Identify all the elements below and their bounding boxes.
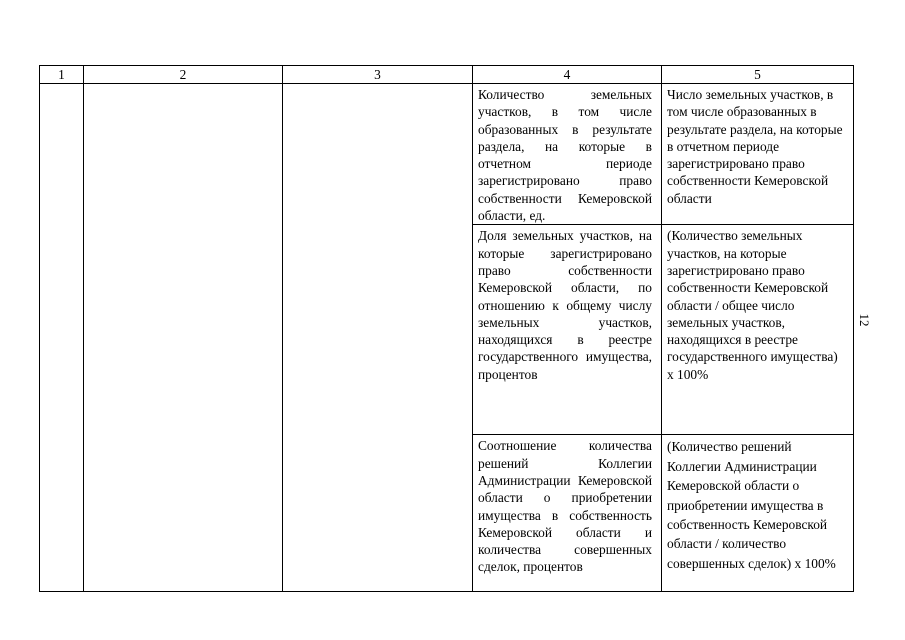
indicators-table: [39, 65, 854, 592]
calculation-formula-text: Число земельных участков, в том числе образованных в результате раздела, на которые в отчетном периоде зарегистрировано право собственности Кемеровской области: [667, 87, 843, 206]
calculation-formula-text: (Количество земельных участков, на которые зарегистрировано право собственности Кемеровской области / общее число земельных участков, находящихся в реестре государственного имущества) х 100%: [667, 228, 838, 382]
indicator-name-cell: [473, 435, 662, 592]
empty-cell-col-2: [84, 84, 283, 592]
column-header-2: 2: [84, 66, 283, 84]
table-row: [40, 84, 854, 225]
indicator-name-text: Количество земельных участков, в том числе образованных в результате раздела, на которые в отчетном периоде зарегистрировано право собственности Кемеровской области, ед.: [478, 87, 652, 224]
column-header-4: 4: [473, 66, 662, 84]
calculation-formula-cell: [662, 435, 854, 592]
empty-cell-col-3: [283, 84, 473, 592]
empty-cell-col-1: [40, 84, 84, 592]
indicator-name-cell: [473, 225, 662, 435]
calculation-formula-cell: [662, 84, 854, 225]
column-header-3: 3: [283, 66, 473, 84]
calculation-formula-cell: [662, 225, 854, 435]
indicator-name-text: Доля земельных участков, на которые зарегистрировано право собственности Кемеровской области, по отношению к общему числу земельных участков, находящихся в реестре государственного имущества, процентов: [478, 228, 652, 382]
indicator-name-cell: [473, 84, 662, 225]
column-header-5: 5: [662, 66, 854, 84]
column-header-1: 1: [40, 66, 84, 84]
calculation-formula-text: (Количество решений Коллегии Администрации Кемеровской области о приобретении имущества в собственность Кемеровской области / количество совершенных сделок) х 100%: [667, 439, 836, 571]
indicator-name-text: Соотношение количества решений Коллегии Администрации Кемеровской области о приобретении имущества в собственность Кемеровской области и количества совершенных сделок, процентов: [478, 438, 652, 575]
table-header-row: [40, 66, 854, 84]
page-number: 12: [857, 313, 872, 327]
